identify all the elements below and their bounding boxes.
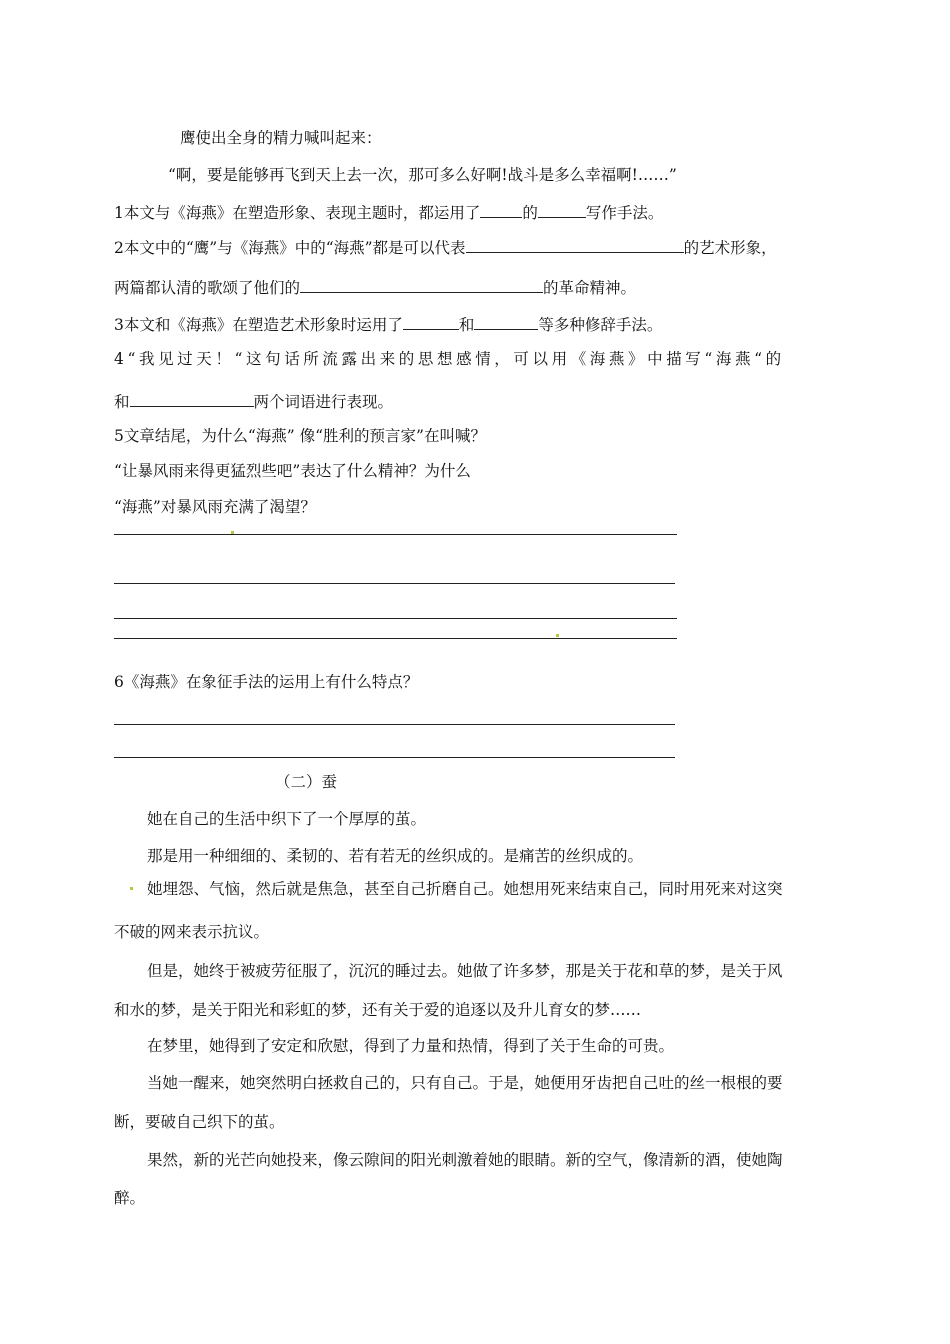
passage2-paragraph: 但是，她终于被疲劳征服了，沉沉的睡过去。她做了许多梦，那是关于花和草的梦，是关于风 <box>147 962 783 980</box>
question-2-line-1 <box>114 236 777 258</box>
answer-blank[interactable] <box>130 390 254 407</box>
passage2-paragraph: 果然，新的光芒向她投来，像云隙间的阳光刺激着她的眼睛。新的空气，像清新的酒，使她陶 <box>147 1151 783 1169</box>
question-4-text-c: 两个词语进行表现。 <box>253 393 394 411</box>
question-1-text-c: 写作手法。 <box>585 204 664 222</box>
passage2-paragraph: 醉。 <box>114 1189 146 1207</box>
question-5-line-2: “让暴风雨来得更猛烈些吧”表达了什么精神？为什么 <box>114 462 471 480</box>
answer-line[interactable] <box>114 757 675 758</box>
passage2-paragraph: 当她一醒来，她突然明白拯救自己的，只有自己。于是，她便用牙齿把自己吐的丝一根根的要 <box>147 1074 783 1092</box>
passage1-line-1: 鹰使出全身的精力喊叫起来： <box>180 129 382 147</box>
question-3 <box>114 313 662 335</box>
question-5-line-3: “海燕”对暴风雨充满了渴望？ <box>114 498 316 516</box>
question-3-text-c: 等多种修辞手法。 <box>538 316 663 334</box>
scan-speck <box>556 634 559 637</box>
answer-line[interactable] <box>114 583 675 584</box>
question-2-text-a: 2本文中的“鹰”与《海燕》中的“海燕”都是可以代表 <box>114 239 466 257</box>
answer-line[interactable] <box>114 638 677 639</box>
answer-blank[interactable] <box>474 313 538 330</box>
scan-speck <box>231 531 234 534</box>
question-1-text-b: 的 <box>522 204 538 222</box>
question-2-line-2 <box>114 276 636 298</box>
question-2-text-b: 的艺术形象， <box>683 239 777 257</box>
question-5-line-1: 5文章结尾，为什么“海燕” 像“胜利的预言家”在叫喊？ <box>114 427 486 445</box>
question-4-line-2 <box>114 390 393 412</box>
answer-blank[interactable] <box>300 276 543 293</box>
passage2-title: （二）蚕 <box>275 773 338 791</box>
passage2-paragraph: 断，要破自己织下的茧。 <box>114 1113 285 1131</box>
question-4-text-b: 和 <box>114 393 130 411</box>
question-2-text-d: 的革命精神。 <box>543 279 637 297</box>
question-3-text-a: 3本文和《海燕》在塑造艺术形象时运用了 <box>114 316 403 334</box>
passage2-paragraph: 不破的网来表示抗议。 <box>114 923 270 941</box>
passage2-paragraph: 在梦里，她得到了安定和欣慰，得到了力量和热情，得到了关于生命的可贵。 <box>147 1037 675 1055</box>
question-2-text-c: 两篇都认清的歌颂了他们的 <box>114 279 301 297</box>
answer-blank[interactable] <box>403 313 459 330</box>
question-1 <box>114 201 663 223</box>
passage2-paragraph: 她在自己的生活中织下了一个厚厚的茧。 <box>147 810 427 828</box>
answer-blank[interactable] <box>466 236 684 253</box>
question-3-text-b: 和 <box>458 316 475 334</box>
answer-blank[interactable] <box>538 201 586 218</box>
answer-blank[interactable] <box>480 201 522 218</box>
question-6: 6《海燕》在象征手法的运用上有什么特点？ <box>114 673 419 691</box>
passage2-paragraph: 和水的梦，是关于阳光和彩虹的梦，还有关于爱的追逐以及升儿育女的梦…… <box>114 1001 642 1019</box>
scan-speck <box>130 887 133 890</box>
passage1-line-2: “啊，要是能够再飞到天上去一次，那可多么好啊!战斗是多么幸福啊!……” <box>168 166 677 184</box>
answer-line[interactable] <box>114 724 675 725</box>
question-4-line-1: 4“我见过天！“这句话所流露出来的思想感情，可以用《海燕》中描写“海燕“的 <box>114 350 785 368</box>
question-1-text-a: 1本文与《海燕》在塑造形象、表现主题时，都运用了 <box>114 204 481 222</box>
answer-line[interactable] <box>114 618 677 619</box>
passage2-paragraph: 她埋怨、气恼，然后就是焦急，甚至自己折磨自己。她想用死来结束自己，同时用死来对这突 <box>147 880 783 898</box>
answer-line[interactable] <box>114 534 677 535</box>
passage2-paragraph: 那是用一种细细的、柔韧的、若有若无的丝织成的。是痛苦的丝织成的。 <box>147 847 644 865</box>
